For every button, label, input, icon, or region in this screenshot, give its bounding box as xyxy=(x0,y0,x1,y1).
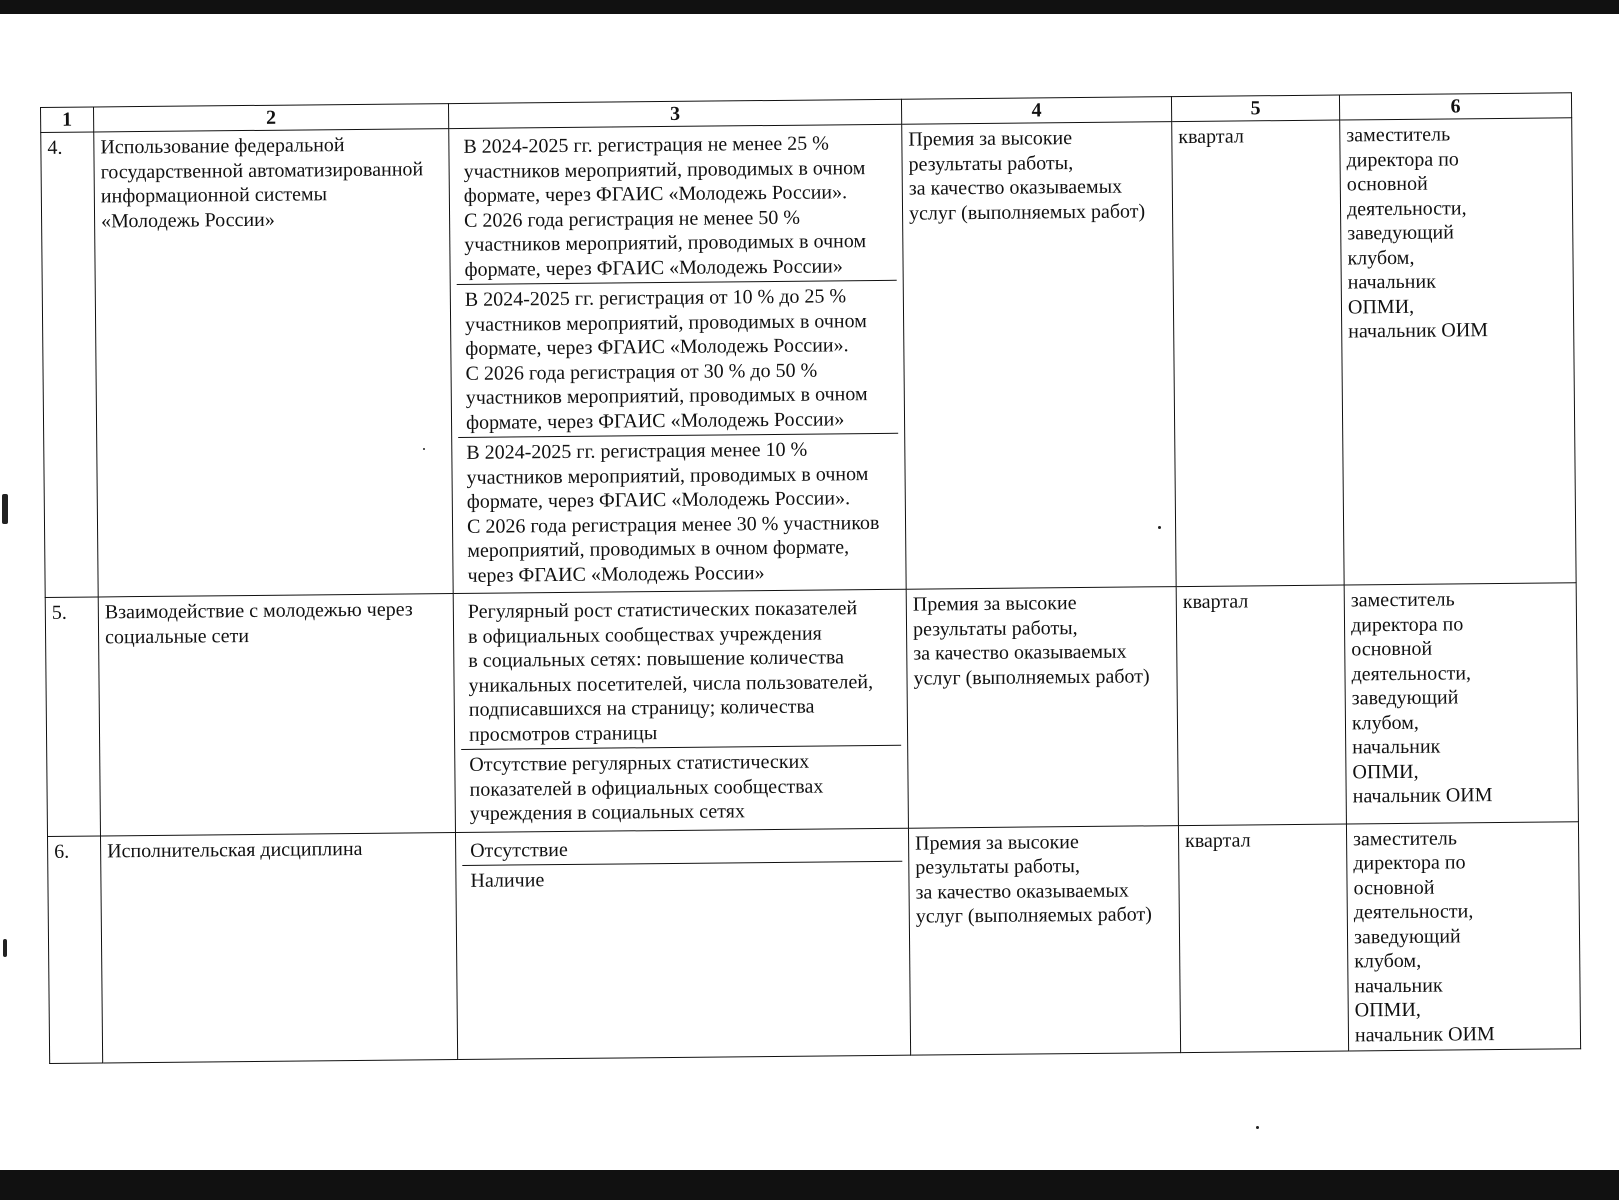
row-number: 5. xyxy=(45,597,100,836)
indicator-item: В 2024-2025 гг. регистрация не менее 25 % участников мероприятий, проводимых в очном формате, через ФГАИС «Молодежь России». С 2026 года регистрация не менее 50 % участников мероприятий, проводимых в очном формате, через ФГАИС «Молодежь России» xyxy=(455,128,896,285)
row-number: 4. xyxy=(41,132,98,597)
scan-edge-bottom xyxy=(0,1170,1619,1200)
scan-speck xyxy=(1256,1126,1259,1129)
criterion-name: Исполнительская дисциплина xyxy=(100,832,457,1063)
scan-edge-top xyxy=(0,0,1619,14)
period: квартал xyxy=(1172,120,1344,587)
responsible-persons: заместитель директора по основной деятельности, заведующий клубом, начальник ОПМИ, начальник ОИМ xyxy=(1344,583,1578,824)
indicator-item: Наличие xyxy=(470,869,545,892)
table-row xyxy=(41,118,1576,598)
table-row xyxy=(45,583,1578,836)
period: квартал xyxy=(1176,585,1346,825)
indicator-cell xyxy=(455,828,910,1060)
payment-type: Премия за высокие результаты работы, за качество оказываемых услуг (выполняемых работ) xyxy=(902,122,1176,590)
table-row xyxy=(47,821,1580,1063)
row-number: 6. xyxy=(47,835,102,1063)
criterion-name: Использование федеральной государственной автоматизированной информационной системы «Молодежь России» xyxy=(94,129,453,597)
document-page xyxy=(0,14,1619,1170)
column-header: 5 xyxy=(1171,95,1339,122)
indicator-item: Регулярный рост статистических показателей в официальных сообществах учреждения в социальных сетях: повышение количества уникальных посетителей, числа пользователей, подписавшихся на страницу; количества просмотров страницы xyxy=(460,593,901,750)
column-header: 3 xyxy=(448,99,901,128)
responsible-persons: заместитель директора по основной деятельности, заведующий клубом, начальник ОПМИ, начальник ОИМ xyxy=(1340,118,1576,585)
indicator-cell xyxy=(453,589,908,832)
indicator-cell xyxy=(449,124,906,593)
column-header: 4 xyxy=(901,97,1171,125)
responsible-persons: заместитель директора по основной деятельности, заведующий клубом, начальник ОПМИ, начальник ОИМ xyxy=(1346,821,1580,1051)
column-header: 2 xyxy=(94,104,449,132)
scan-speck xyxy=(423,448,425,450)
criteria-table xyxy=(40,92,1581,1064)
indicator-item: В 2024-2025 гг. регистрация менее 10 % участников мероприятий, проводимых в очном формате, через ФГАИС «Молодежь России». С 2026 года регистрация менее 30 % участников мероприятий, проводимых в очном формате, через ФГАИС «Молодежь России» xyxy=(466,438,880,587)
payment-type: Премия за высокие результаты работы, за качество оказываемых услуг (выполняемых работ) xyxy=(908,825,1180,1055)
column-header: 6 xyxy=(1339,93,1571,120)
payment-type: Премия за высокие результаты работы, за качество оказываемых услуг (выполняемых работ) xyxy=(906,587,1178,828)
indicator-item: Отсутствие xyxy=(462,831,902,866)
indicator-item: Отсутствие регулярных статистических показателей в официальных сообществах учреждения в социальных сетях xyxy=(469,750,824,825)
scan-speck xyxy=(3,939,7,957)
scan-speck xyxy=(2,494,8,524)
indicator-item: В 2024-2025 гг. регистрация от 10 % до 25 % участников мероприятий, проводимых в очном формате, через ФГАИС «Молодежь России». С 2026 года регистрация от 30 % до 50 % участников мероприятий, проводимых в очном формате, через ФГАИС «Молодежь России» xyxy=(457,281,898,438)
period: квартал xyxy=(1178,823,1348,1052)
criterion-name: Взаимодействие с молодежью через социальные сети xyxy=(98,594,455,836)
scan-speck xyxy=(1158,526,1161,529)
column-header: 1 xyxy=(41,107,94,133)
